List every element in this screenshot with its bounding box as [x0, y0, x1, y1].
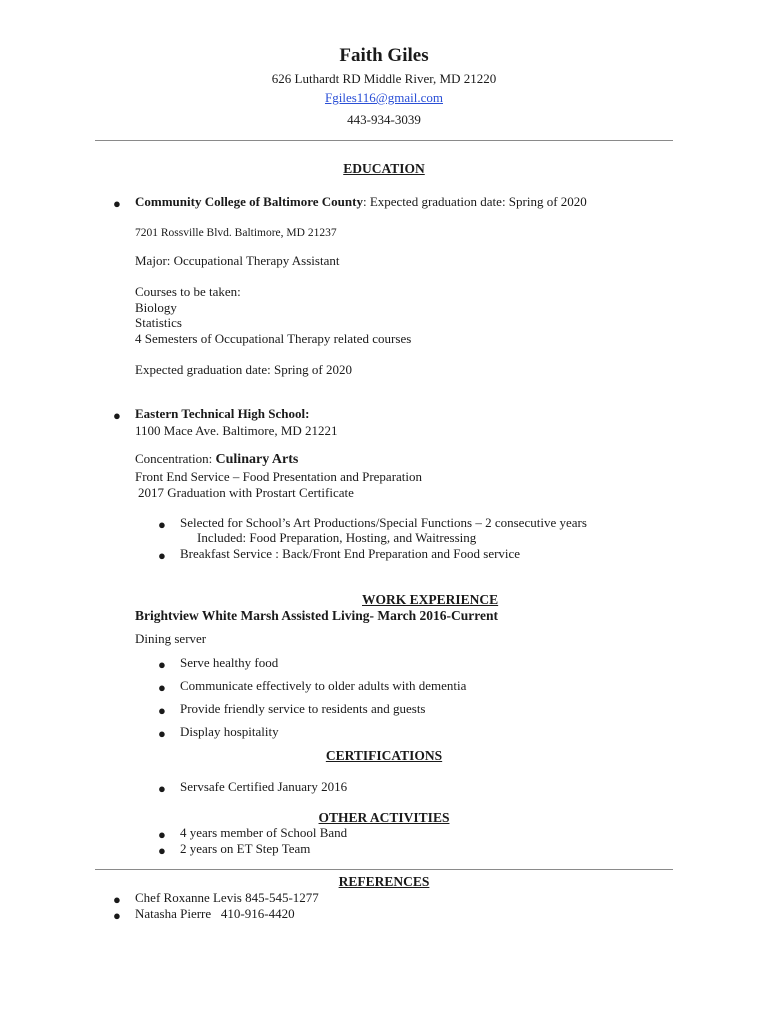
high-school-name: Eastern Technical High School:: [135, 406, 310, 421]
list-item: Serve healthy food: [180, 655, 279, 670]
job-role: Dining server: [135, 631, 207, 646]
address: 626 Luthardt RD Middle River, MD 21220: [271, 71, 497, 86]
email-link[interactable]: Fgiles116@gmail.com: [324, 90, 443, 105]
bullet-icon: ●: [158, 843, 166, 858]
college-address: 7201 Rossville Blvd. Baltimore, MD 21237: [135, 227, 337, 239]
bullet-icon: ●: [113, 196, 121, 211]
bullet-icon: ●: [113, 892, 121, 907]
concentration-value: Culinary Arts: [215, 452, 299, 467]
course-item: 4 Semesters of Occupational Therapy related courses: [135, 331, 412, 346]
concentration-line: [135, 451, 298, 468]
college-expected: : Expected graduation date: Spring of 2020: [362, 194, 587, 209]
activities-heading: OTHER ACTIVITIES: [318, 810, 450, 825]
course-item: Biology: [135, 300, 177, 315]
bullet-icon: ●: [158, 703, 166, 718]
list-item: Chef Roxanne Levis 845-545-1277: [135, 890, 319, 905]
applicant-name: Faith Giles: [339, 45, 429, 66]
college-major: Major: Occupational Therapy Assistant: [135, 253, 340, 268]
bullet-icon: ●: [158, 781, 166, 796]
employer: Brightview White Marsh Assisted Living- March 2016-Current: [135, 608, 498, 623]
phone: 443-934-3039: [347, 112, 421, 127]
high-school-address: 1100 Mace Ave. Baltimore, MD 21221: [135, 423, 338, 438]
college-line: [135, 194, 587, 210]
hs-detail: Front End Service – Food Presentation and Preparation: [135, 469, 423, 484]
bullet-icon: ●: [158, 680, 166, 695]
list-item: Display hospitality: [180, 724, 279, 739]
certifications-heading: CERTIFICATIONS: [325, 748, 443, 763]
work-heading: WORK EXPERIENCE: [362, 592, 499, 607]
bullet-icon: ●: [158, 657, 166, 672]
list-item: Included: Food Preparation, Hosting, and Waitressing: [197, 530, 477, 545]
list-item: Servsafe Certified January 2016: [180, 779, 348, 794]
email-line: [0, 90, 768, 106]
bullet-icon: ●: [158, 827, 166, 842]
courses-label: Courses to be taken:: [135, 284, 241, 299]
list-item: 2 years on ET Step Team: [180, 841, 311, 856]
college-name: Community College of Baltimore County: [135, 194, 363, 209]
references-divider: [95, 869, 673, 870]
bullet-icon: ●: [158, 726, 166, 741]
bullet-icon: ●: [113, 408, 121, 423]
list-item: 4 years member of School Band: [180, 825, 348, 840]
list-item: Communicate effectively to older adults with dementia: [180, 678, 467, 693]
list-item: Provide friendly service to residents and guests: [180, 701, 426, 716]
header-divider: [95, 140, 673, 141]
references-heading: REFERENCES: [338, 874, 430, 889]
concentration-label: Concentration:: [135, 451, 216, 466]
list-item: Natasha Pierre 410-916-4420: [135, 906, 295, 921]
education-heading: EDUCATION: [343, 161, 425, 176]
hs-detail: 2017 Graduation with Prostart Certificate: [138, 485, 354, 500]
bullet-icon: ●: [158, 548, 166, 563]
course-item: Statistics: [135, 315, 182, 330]
list-item: Selected for School’s Art Productions/Special Functions – 2 consecutive years: [180, 515, 587, 530]
list-item: Breakfast Service : Back/Front End Preparation and Food service: [180, 546, 521, 561]
bullet-icon: ●: [158, 517, 166, 532]
bullet-icon: ●: [113, 908, 121, 923]
college-graduation: Expected graduation date: Spring of 2020: [135, 362, 352, 377]
